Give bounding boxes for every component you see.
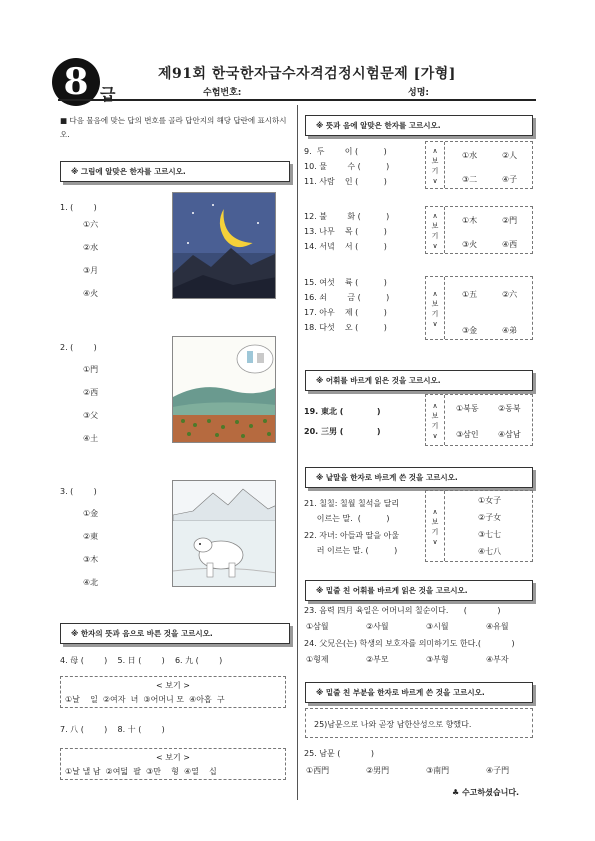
q3-option-4[interactable]: ④北 xyxy=(83,578,99,587)
passage-text: 25)남문으로 나와 곧장 남한산성으로 향했다. xyxy=(314,720,472,729)
section-title-hanja: ※ 뜻과 음에 알맞은 한자를 고르시오. xyxy=(305,115,533,136)
answer-options-box-1 xyxy=(60,676,286,708)
question-14: 14. 서녘 서 ( ) xyxy=(304,242,387,251)
q19-20-option-1[interactable]: ①북동 xyxy=(456,404,479,413)
question-25: 25. 남문 ( ) xyxy=(304,749,375,758)
answer-options-box-2 xyxy=(60,748,286,780)
q2-option-2[interactable]: ②西 xyxy=(83,388,99,397)
q19-20-option-3[interactable]: ③삼인 xyxy=(456,430,479,439)
q1-option-3[interactable]: ③月 xyxy=(83,266,99,275)
g2-option-2[interactable]: ②門 xyxy=(502,216,518,225)
exam-number-label: 수험번호: xyxy=(203,88,242,98)
q21-22-option-4[interactable]: ④七八 xyxy=(478,547,502,556)
q21-22-option-2[interactable]: ②子女 xyxy=(478,513,502,522)
question-15: 15. 여섯 륙 ( ) xyxy=(304,278,387,287)
question-10: 10. 물 수 ( ) xyxy=(304,162,390,171)
q21-22-option-3[interactable]: ③七七 xyxy=(478,530,502,539)
q23-option-1[interactable]: ①삼월 xyxy=(306,622,329,631)
question-1: 1. ( ) xyxy=(60,203,97,212)
instruction: ■ 다음 물음에 맞는 답의 번호를 골라 답안지의 해당 답란에 표시하시오. xyxy=(60,116,287,139)
q1-option-1[interactable]: ①六 xyxy=(83,220,99,229)
q24-option-4[interactable]: ④부자 xyxy=(486,655,509,664)
q24-option-3[interactable]: ③부형 xyxy=(426,655,449,664)
boki-vertical-label: ∧ 보 기 ∨ xyxy=(431,212,439,250)
q2-option-4[interactable]: ④土 xyxy=(83,434,99,443)
g1-option-2[interactable]: ②人 xyxy=(502,151,518,160)
q25-option-1[interactable]: ①西門 xyxy=(306,766,330,775)
question-9: 9. 두 이 ( ) xyxy=(304,147,387,156)
section-title-underline-writing: ※ 밑줄 친 부분을 한자로 바르게 쓴 것을 고르시오. xyxy=(305,682,533,703)
question-16: 16. 쇠 금 ( ) xyxy=(304,293,390,302)
name-label: 성명: xyxy=(408,88,429,98)
passage-box xyxy=(305,708,533,738)
g2-option-3[interactable]: ③火 xyxy=(462,240,478,249)
field-picture xyxy=(172,336,276,443)
q1-option-2[interactable]: ②水 xyxy=(83,243,99,252)
boki-vertical-label: ∧ 보 기 ∨ xyxy=(431,290,439,328)
question-11: 11. 사람 인 ( ) xyxy=(304,177,387,186)
question-20: 20. 三男 ( ) xyxy=(304,427,381,436)
grade-suffix: 급 xyxy=(100,85,116,104)
section-title-writing: ※ 낱말을 한자로 바르게 쓴 것을 고르시오. xyxy=(305,467,533,488)
q3-option-1[interactable]: ①金 xyxy=(83,509,99,518)
boki-vertical-label: ∧ 보 기 ∨ xyxy=(431,147,439,185)
q21-22-option-1[interactable]: ①女子 xyxy=(478,496,502,505)
questions-7-8: 7. 八 ( ) 8. 十 ( ) xyxy=(60,725,165,734)
header-divider xyxy=(58,99,536,101)
question-3: 3. ( ) xyxy=(60,487,97,496)
question-19: 19. 東北 ( ) xyxy=(304,407,381,416)
closing-message: ♣ 수고하셨습니다. xyxy=(452,788,520,797)
g1-option-1[interactable]: ①水 xyxy=(462,151,478,160)
boki-options-1: ①날 일 ②여자 녀 ③어머니 모 ④아홉 구 xyxy=(65,695,225,704)
answer-options-box-4 xyxy=(425,206,533,254)
boki-label: < 보기 > xyxy=(156,753,190,762)
q19-20-option-4[interactable]: ④삼남 xyxy=(498,430,521,439)
question-24: 24. 父兄은(는) 학생의 보호자를 의미하기도 한다.( ) xyxy=(304,639,515,648)
g3-option-3[interactable]: ③金 xyxy=(462,326,478,335)
question-17: 17. 아우 제 ( ) xyxy=(304,308,387,317)
q3-option-3[interactable]: ③木 xyxy=(83,555,99,564)
q23-option-3[interactable]: ③시월 xyxy=(426,622,449,631)
section-title-meaning: ※ 한자의 뜻과 음으로 바른 것을 고르시오. xyxy=(60,623,290,644)
q3-option-2[interactable]: ②東 xyxy=(83,532,99,541)
g1-option-3[interactable]: ③二 xyxy=(462,175,478,184)
q25-option-2[interactable]: ②男門 xyxy=(366,766,390,775)
question-13: 13. 나무 목 ( ) xyxy=(304,227,387,236)
g3-option-1[interactable]: ①五 xyxy=(462,290,478,299)
questions-4-6: 4. 母 ( ) 5. 日 ( ) 6. 九 ( ) xyxy=(60,656,223,665)
question-21-line2: 이르는 말. ( ) xyxy=(304,514,390,523)
question-18: 18. 다섯 오 ( ) xyxy=(304,323,387,332)
question-23: 23. 음력 四月 육일은 어머니의 칠순이다. ( ) xyxy=(304,606,501,615)
g2-option-1[interactable]: ①木 xyxy=(462,216,478,225)
boki-label: < 보기 > xyxy=(156,681,190,690)
question-2: 2. ( ) xyxy=(60,343,97,352)
section-title-pictures: ※ 그림에 알맞은 한자를 고르시오. xyxy=(60,161,290,182)
q1-option-4[interactable]: ④火 xyxy=(83,289,99,298)
grade-badge: 8 xyxy=(52,58,100,106)
question-22-line1: 22. 자녀: 아들과 딸을 아울 xyxy=(304,531,400,540)
g3-option-4[interactable]: ④弟 xyxy=(502,326,518,335)
boki-vertical-label: ∧ 보 기 ∨ xyxy=(431,508,439,546)
q2-option-1[interactable]: ①門 xyxy=(83,365,99,374)
question-21-line1: 21. 칠칠: 칠월 칠석을 달리 xyxy=(304,499,400,508)
answer-options-box-3 xyxy=(425,141,533,189)
answer-options-box-7 xyxy=(425,490,533,562)
q23-option-4[interactable]: ④유월 xyxy=(486,622,509,631)
section-title-reading: ※ 어휘를 바르게 읽은 것을 고르시오. xyxy=(305,370,533,391)
q24-option-1[interactable]: ①형제 xyxy=(306,655,329,664)
page-title: 제91회 한국한자급수자격검정시험문제 [가형] xyxy=(158,66,456,82)
answer-options-box-5 xyxy=(425,276,533,340)
moon-night-picture xyxy=(172,192,276,299)
g2-option-4[interactable]: ④西 xyxy=(502,240,518,249)
g1-option-4[interactable]: ④子 xyxy=(502,175,518,184)
polar-bear-picture xyxy=(172,480,276,587)
boki-vertical-label: ∧ 보 기 ∨ xyxy=(431,402,439,440)
question-22-line2: 러 이르는 말. ( ) xyxy=(304,546,398,555)
q2-option-3[interactable]: ③父 xyxy=(83,411,99,420)
q25-option-4[interactable]: ④子門 xyxy=(486,766,510,775)
section-title-underline-reading: ※ 밑줄 친 어휘를 바르게 읽은 것을 고르시오. xyxy=(305,580,533,601)
column-divider xyxy=(297,105,298,800)
g3-option-2[interactable]: ②六 xyxy=(502,290,518,299)
q24-option-2[interactable]: ②부모 xyxy=(366,655,389,664)
q23-option-2[interactable]: ②사월 xyxy=(366,622,389,631)
answer-options-box-6 xyxy=(425,394,533,446)
boki-options-2: ①날 낼 남 ②여덟 팔 ③만 형 ④열 십 xyxy=(65,767,217,776)
q19-20-option-2[interactable]: ②동북 xyxy=(498,404,521,413)
question-12: 12. 불 화 ( ) xyxy=(304,212,390,221)
q25-option-3[interactable]: ③南門 xyxy=(426,766,450,775)
